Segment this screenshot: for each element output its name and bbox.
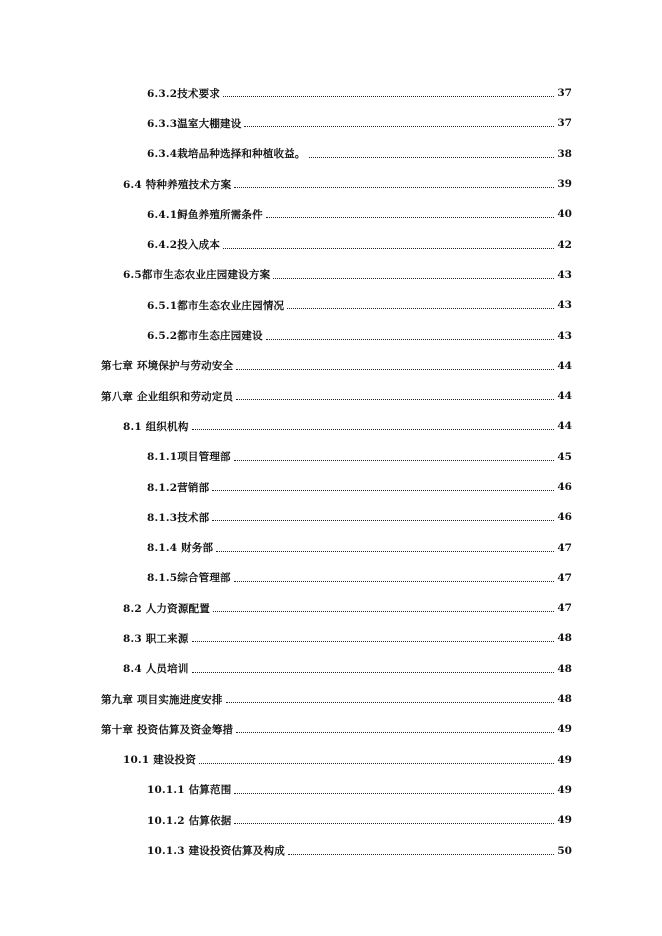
toc-entry-page-number: 43 [557, 268, 572, 281]
toc-dot-leader [236, 398, 554, 400]
toc-entry-page-number: 47 [557, 571, 572, 584]
toc-entry-page-number: 39 [557, 178, 572, 191]
toc-entry-page-number: 46 [557, 481, 572, 493]
toc-entry-page-number: 47 [557, 541, 572, 554]
toc-dot-leader [288, 853, 554, 855]
toc-entry-page-number: 48 [557, 632, 572, 645]
toc-entry-page-number: 46 [557, 511, 572, 524]
toc-entry-title: 8.1.5综合管理部 [147, 572, 231, 585]
toc-dot-leader [216, 550, 554, 552]
toc-entry-title: 第十章 投资估算及资金筹措 [101, 723, 234, 736]
toc-entry-title: 6.4.1鲟鱼养殖所需条件 [147, 208, 263, 221]
toc-entry-title: 10.1.2 估算依据 [147, 814, 232, 827]
toc-entry[interactable] [0, 745, 662, 775]
toc-entry-page-number: 48 [557, 662, 572, 675]
toc-dot-leader [234, 822, 554, 824]
toc-entry-title: 6.5.1都市生态农业庄园情况 [147, 299, 285, 312]
toc-dot-leader [212, 489, 554, 491]
toc-entry[interactable] [0, 442, 662, 472]
toc-entry-title: 6.3.2技术要求 [147, 87, 221, 100]
toc-entry-title: 8.1.4 财务部 [147, 542, 214, 555]
toc-entry[interactable] [0, 502, 662, 532]
toc-entry-page-number: 44 [557, 420, 572, 433]
toc-entry-page-number: 42 [557, 238, 572, 251]
toc-entry-title: 8.3 职工来源 [123, 632, 189, 645]
toc-entry[interactable] [0, 78, 662, 108]
toc-entry[interactable] [0, 835, 662, 865]
toc-entry[interactable] [0, 684, 662, 714]
toc-entry[interactable] [0, 290, 662, 320]
toc-entry-title: 第七章 环境保护与劳动安全 [101, 360, 234, 373]
toc-entry-page-number: 47 [557, 602, 572, 615]
toc-entry[interactable] [0, 411, 662, 441]
toc-entry-page-number: 50 [557, 844, 572, 857]
toc-entry-title: 10.1.1 估算范围 [147, 784, 232, 797]
toc-dot-leader [234, 580, 554, 582]
toc-entry[interactable] [0, 805, 662, 835]
toc-entry-title: 6.4.2投入成本 [147, 239, 221, 252]
toc-entry-title: 8.1 组织机构 [123, 420, 189, 433]
toc-dot-leader [287, 307, 554, 309]
table-of-contents [0, 78, 662, 866]
toc-entry-page-number: 44 [557, 390, 572, 403]
toc-entry-page-number: 48 [557, 693, 572, 706]
toc-entry-page-number: 49 [557, 814, 572, 827]
toc-entry-page-number: 49 [557, 783, 572, 796]
toc-dot-leader [223, 247, 554, 249]
toc-dot-leader [266, 338, 554, 340]
toc-entry[interactable] [0, 623, 662, 653]
toc-entry-page-number: 49 [557, 723, 572, 736]
toc-entry-page-number: 49 [557, 753, 572, 766]
toc-entry[interactable] [0, 775, 662, 805]
toc-entry[interactable] [0, 563, 662, 593]
toc-entry[interactable] [0, 593, 662, 623]
toc-dot-leader [192, 428, 554, 430]
toc-entry[interactable] [0, 199, 662, 229]
toc-entry-page-number: 43 [557, 329, 572, 342]
toc-entry-title: 6.5.2都市生态庄园建设 [147, 330, 263, 343]
toc-entry-title: 8.1.3技术部 [147, 511, 210, 524]
toc-dot-leader [309, 156, 554, 158]
toc-entry[interactable] [0, 532, 662, 562]
toc-entry[interactable] [0, 229, 662, 259]
toc-entry-page-number: 38 [557, 147, 572, 160]
toc-entry[interactable] [0, 654, 662, 684]
toc-entry-title: 6.5都市生态农业庄园建设方案 [123, 269, 271, 282]
toc-dot-leader [266, 216, 554, 218]
toc-entry-title: 10.1.3 建设投资估算及构成 [147, 845, 285, 858]
toc-dot-leader [213, 610, 554, 612]
toc-dot-leader [192, 640, 554, 642]
toc-dot-leader [236, 368, 554, 370]
toc-entry-page-number: 44 [557, 359, 572, 372]
toc-entry[interactable] [0, 139, 662, 169]
toc-dot-leader [199, 762, 554, 764]
toc-entry-title: 6.3.3温室大棚建设 [147, 117, 242, 130]
toc-entry-title: 8.4 人员培训 [123, 663, 189, 676]
toc-entry-page-number: 37 [557, 117, 572, 130]
toc-dot-leader [226, 701, 554, 703]
toc-entry[interactable] [0, 381, 662, 411]
toc-entry[interactable] [0, 169, 662, 199]
toc-entry-title: 10.1 建设投资 [123, 754, 197, 767]
toc-entry-page-number: 40 [557, 208, 572, 221]
toc-dot-leader [244, 125, 554, 127]
toc-dot-leader [192, 671, 554, 673]
toc-entry-title: 8.1.2营销部 [147, 481, 210, 494]
toc-entry-title: 6.3.4栽培品种选择和种植收益。 [147, 148, 306, 161]
toc-entry[interactable] [0, 108, 662, 138]
toc-dot-leader [234, 792, 554, 794]
toc-dot-leader [236, 731, 554, 733]
toc-dot-leader [212, 519, 554, 521]
toc-entry-title: 第九章 项目实施进度安排 [101, 693, 223, 706]
toc-entry-page-number: 37 [557, 87, 572, 100]
toc-entry-title: 6.4 特种养殖技术方案 [123, 178, 232, 191]
toc-entry[interactable] [0, 260, 662, 290]
toc-dot-leader [234, 459, 554, 461]
toc-dot-leader [273, 277, 554, 279]
toc-entry-title: 8.2 人力资源配置 [123, 602, 210, 615]
toc-entry[interactable] [0, 714, 662, 744]
toc-entry-title: 8.1.1项目管理部 [147, 451, 231, 464]
toc-dot-leader [234, 186, 554, 188]
toc-entry-page-number: 43 [557, 299, 572, 312]
toc-entry-page-number: 45 [557, 450, 572, 463]
toc-entry[interactable] [0, 320, 662, 350]
toc-entry[interactable] [0, 472, 662, 502]
toc-entry[interactable] [0, 351, 662, 381]
toc-dot-leader [223, 95, 554, 97]
toc-entry-title: 第八章 企业组织和劳动定员 [101, 390, 234, 403]
